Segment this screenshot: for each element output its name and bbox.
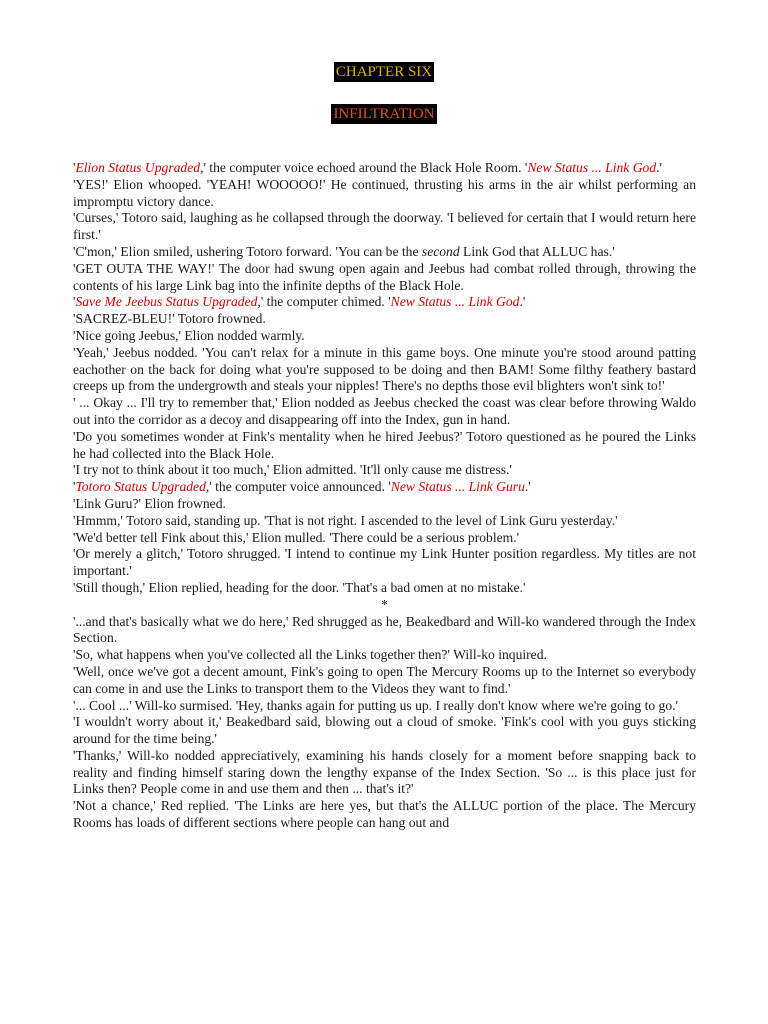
paragraph-text: 'Well, once we've got a decent amount, Fink's going to open The Mercury Rooms up to the Internet so everybody can come in and use the Links to transport them to the Videos they want to find.' xyxy=(73,663,696,696)
paragraph xyxy=(73,429,696,463)
paragraph xyxy=(73,261,696,295)
status-message: New Status ... Link God xyxy=(527,160,657,175)
paragraph-text: 'SACREZ-BLEU!' Totoro frowned. xyxy=(73,311,266,327)
scene-separator: * xyxy=(381,596,388,612)
paragraph-text: '...and that's basically what we do here,' Red shrugged as he, Beakedbard and Will-ko wandered through the Index Section. xyxy=(73,613,696,646)
paragraph-text: '... Cool ...' Will-ko surmised. 'Hey, thanks again for putting us up. I really don't know where we're going to go.' xyxy=(73,697,679,713)
paragraph xyxy=(73,714,696,748)
paragraph xyxy=(73,530,696,547)
paragraph-text: 'Curses,' Totoro said, laughing as he collapsed through the doorway. 'I believed for certain that I would return here first.' xyxy=(73,210,696,243)
paragraph xyxy=(73,244,696,261)
paragraph xyxy=(73,513,696,530)
paragraph xyxy=(73,698,696,715)
paragraph xyxy=(73,462,696,479)
paragraph-text: .' xyxy=(524,479,531,495)
paragraph-text: 'Link Guru?' Elion frowned. xyxy=(73,495,226,511)
story-part-two xyxy=(73,614,696,832)
paragraph-text: 'Thanks,' Will-ko nodded appreciatively, examining his hands closely for a moment before snapping back to reality and finding himself staring down the lengthy expanse of the Index Section. 'So ... is this place just for Links then? People come in and use them and then ... that's it?' xyxy=(73,747,696,797)
paragraph xyxy=(73,177,696,211)
paragraph-text: .' xyxy=(519,294,526,310)
paragraph xyxy=(73,614,696,648)
paragraph xyxy=(73,210,696,244)
paragraph-text: 'GET OUTA THE WAY!' The door had swung open again and Jeebus had combat rolled through, throwing the contents of his large Link bag into the infinite depths of the Black Hole. xyxy=(73,260,696,293)
paragraph xyxy=(73,395,696,429)
paragraph xyxy=(73,798,696,832)
paragraph-text: 'Nice going Jeebus,' Elion nodded warmly. xyxy=(73,327,305,343)
status-message: Totoro Status Upgraded xyxy=(75,479,206,495)
paragraph xyxy=(73,664,696,698)
paragraph-text: ,' the computer voice announced. ' xyxy=(205,479,391,495)
paragraph xyxy=(73,479,696,496)
paragraph-text: 'Not a chance,' Red replied. 'The Links are here yes, but that's the ALLUC portion of the place. The Mercury Rooms has loads of different sections where people can hang out and xyxy=(73,798,696,831)
paragraph-text: 'We'd better tell Fink about this,' Elion mulled. 'There could be a serious problem.' xyxy=(73,529,520,545)
paragraph-text: .' xyxy=(656,160,662,175)
paragraph xyxy=(73,580,696,597)
paragraph-text: 'I try not to think about it too much,' Elion admitted. 'It'll only cause me distress.' xyxy=(73,462,512,478)
paragraph-text: 'Still though,' Elion replied, heading for the door. 'That's a bad omen at no mistake.' xyxy=(73,579,526,595)
paragraph-text: ' xyxy=(73,294,76,310)
paragraph xyxy=(73,496,696,513)
status-message: New Status ... Link Guru xyxy=(390,479,525,495)
paragraph-text: ' xyxy=(73,160,76,175)
story-part-one xyxy=(73,160,696,597)
status-message: Save Me Jeebus Status Upgraded xyxy=(75,294,258,310)
paragraph xyxy=(73,328,696,345)
status-message: New Status ... Link God xyxy=(390,294,520,310)
paragraph xyxy=(73,294,696,311)
status-message: Elion Status Upgraded xyxy=(75,160,201,175)
paragraph-text: 'So, what happens when you've collected all the Links together then?' Will-ko inquired. xyxy=(73,647,547,663)
paragraph-text: ' ... Okay ... I'll try to remember that,' Elion nodded as Jeebus checked the coast was clear before throwing Waldo out into the corridor as a decoy and disappearing off into the Index, gun in hand. xyxy=(73,395,696,427)
paragraph-text: ,' the computer chimed. ' xyxy=(257,294,391,310)
paragraph-text: 'Do you sometimes wonder at Fink's mentality when he hired Jeebus?' Totoro questioned as he poured the Links he had collected into the Black Hole. xyxy=(73,428,696,461)
paragraph-text: 'I wouldn't worry about it,' Beakedbard said, blowing out a cloud of smoke. 'Fink's cool with you guys sticking around for the time being.' xyxy=(73,714,696,747)
chapter-title: INFILTRATION xyxy=(333,106,435,122)
chapter-body xyxy=(73,160,696,832)
paragraph-text: ,' the computer voice echoed around the Black Hole Room. ' xyxy=(200,160,528,175)
paragraph xyxy=(73,160,696,177)
paragraph-text: 'C'mon,' Elion smiled, ushering Totoro forward. 'You can be the xyxy=(73,243,422,259)
chapter-headings xyxy=(0,62,768,122)
paragraph xyxy=(73,546,696,580)
paragraph xyxy=(73,748,696,798)
paragraph-text: 'Hmmm,' Totoro said, standing up. 'That is not right. I ascended to the level of Link Guru yesterday.' xyxy=(73,512,618,528)
paragraph-text: Link God that ALLUC has.' xyxy=(459,243,615,259)
paragraph-text: ' xyxy=(73,479,76,495)
paragraph xyxy=(73,311,696,328)
emphasis-text: second xyxy=(421,243,460,259)
paragraph xyxy=(73,647,696,664)
paragraph-text: 'YES!' Elion whooped. 'YEAH! WOOOOO!' He continued, thrusting his arms in the air whilst performing an impromptu victory dance. xyxy=(73,176,696,209)
paragraph-text: 'Or merely a glitch,' Totoro shrugged. 'I intend to continue my Link Hunter position regardless. My titles are not important.' xyxy=(73,546,696,579)
paragraph xyxy=(73,345,696,395)
chapter-heading: CHAPTER SIX xyxy=(335,64,433,80)
paragraph-text: 'Yeah,' Jeebus nodded. 'You can't relax for a minute in this game boys. One minute you're stood around patting eachother on the back for doing what you're supposed to be doing and then BAM! Some filthy feathery bastard creeps up from the undergrowth and steals your nipples! There's no depths those evil blighters won't sink to!' xyxy=(73,344,696,394)
